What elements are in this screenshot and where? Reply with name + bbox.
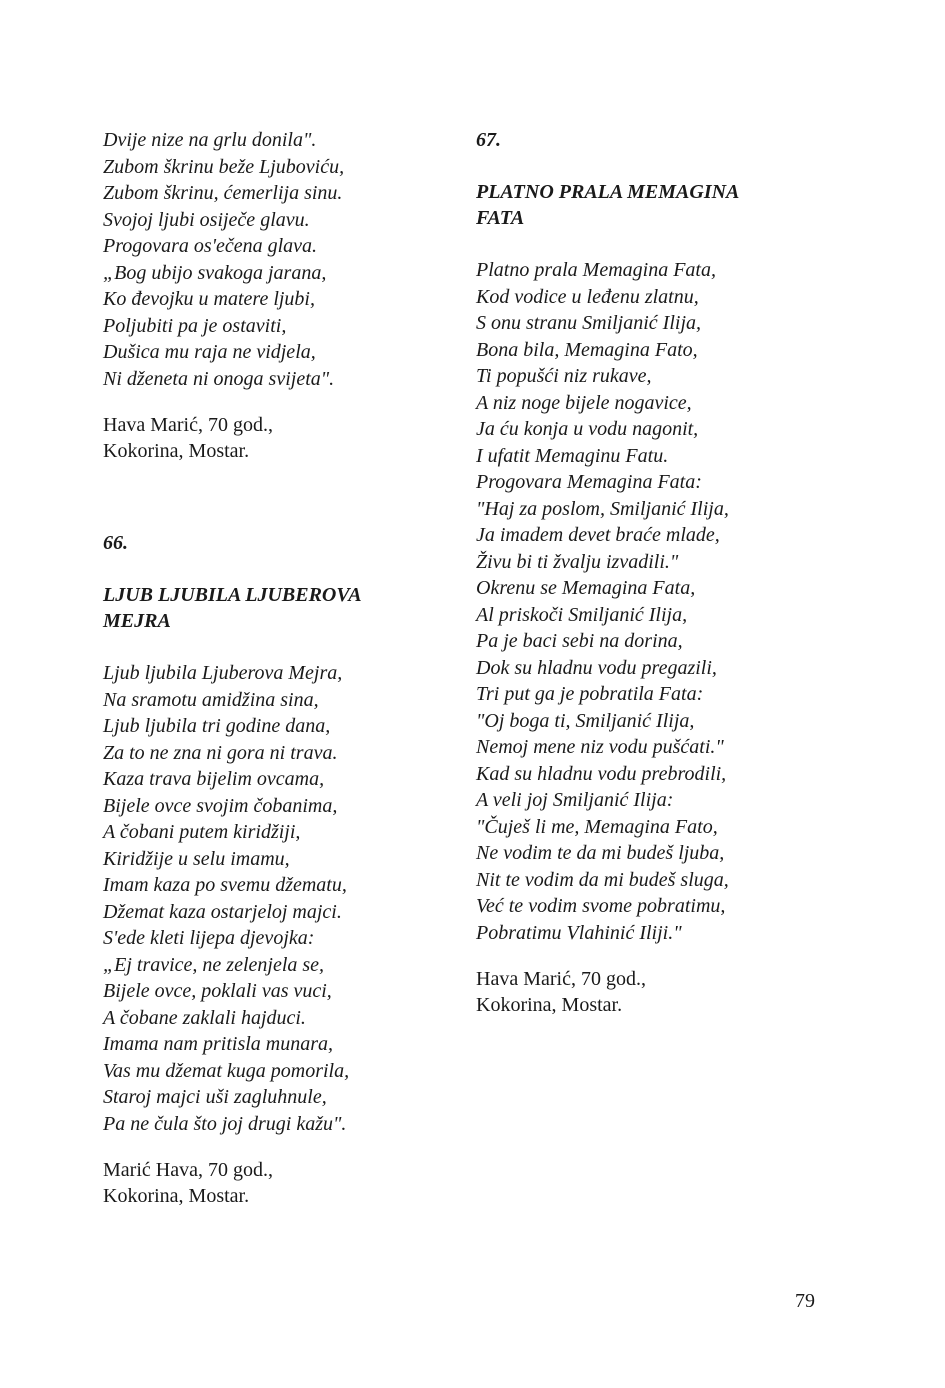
verse-line: Tri put ga je pobratila Fata:: [476, 683, 704, 705]
verse-line: „Bog ubijo svakoga jarana,: [103, 261, 327, 284]
verse-line: Kaza trava bijelim ovcama,: [103, 768, 325, 790]
verse-line: Dušica mu raja ne vidjela,: [103, 341, 316, 363]
song-66-title: [103, 582, 473, 634]
verse-line: Džemat kaza ostarjeloj majci.: [103, 900, 342, 923]
attribution-singer: Hava Marić, 70 god.,: [103, 414, 273, 436]
verse-line: Platno prala Memagina Fata,: [476, 259, 716, 281]
attribution-place: Kokorina, Mostar.: [103, 440, 250, 462]
verse-line: S onu stranu Smiljanić Ilija,: [476, 312, 701, 334]
song-66-number: 66.: [103, 532, 128, 554]
verse-line: Ne vodim te da mi budeš ljuba,: [476, 842, 725, 864]
verse-line: Ljub ljubila Ljuberova Mejra,: [103, 662, 343, 684]
verse-line: Vas mu džemat kuga pomorila,: [103, 1059, 350, 1082]
song-66-verses: [103, 660, 473, 1137]
verse-line: Ni dženeta ni onoga svijeta".: [103, 367, 335, 390]
verse-line: Ko đevojku u matere ljubi,: [103, 288, 315, 310]
verse-line: Pa ne čula što joj drugi kažu".: [103, 1112, 347, 1135]
verse-line: Bijele ovce svojim čobanima,: [103, 794, 338, 817]
verse-line: A čobane zaklali hajduci.: [103, 1006, 306, 1029]
song-67-attribution: [476, 966, 846, 1018]
verse-line: Svojoj ljubi osiječe glavu.: [103, 208, 310, 231]
verse-line: Nemoj mene niz vodu pušćati.": [476, 736, 724, 758]
verse-line: Pa je baci sebi na dorina,: [476, 630, 683, 652]
verse-line: Staroj majci uši zagluhnule,: [103, 1086, 327, 1108]
song-66-title-line: LJUB LJUBILA LJUBEROVA: [103, 584, 362, 606]
verse-line: Okrenu se Memagina Fata,: [476, 577, 696, 599]
song-66-title-line: MEJRA: [103, 610, 171, 632]
attribution-singer: Marić Hava, 70 god.,: [103, 1159, 273, 1181]
song-67-title: [476, 179, 846, 231]
verse-line: Ljub ljubila tri godine dana,: [103, 715, 331, 737]
verse-line: Progovara Memagina Fata:: [476, 471, 702, 493]
verse-line: S'ede kleti lijepa djevojka:: [103, 927, 315, 949]
left-column: [103, 127, 473, 1209]
verse-line: Progovara os'ečena glava.: [103, 235, 318, 257]
page-number: 79: [795, 1290, 815, 1312]
song-67-verses: [476, 257, 846, 946]
verse-line: A čobani putem kiridžiji,: [103, 821, 301, 843]
verse-line: Zubom škrinu, ćemerlija sinu.: [103, 182, 343, 204]
verse-line: Poljubiti pa je ostaviti,: [103, 314, 287, 337]
verse-line: Kiridžije u selu imamu,: [103, 847, 290, 870]
verse-line: "Haj za poslom, Smiljanić Ilija,: [476, 497, 729, 520]
verse-line: Ja ću konja u vodu nagonit,: [476, 418, 699, 440]
song-66-attribution: [103, 1157, 473, 1209]
verse-line: Ja imadem devet braće mlade,: [476, 524, 720, 546]
verse-line: Al priskoči Smiljanić Ilija,: [476, 603, 688, 626]
verse-line: Pobratimu Vlahinić Iliji.": [476, 921, 682, 944]
song-67-number: 67.: [476, 129, 501, 151]
song-65-continuation: [103, 127, 473, 392]
verse-line: Kod vodice u leđenu zlatnu,: [476, 285, 699, 308]
verse-line: "Čuješ li me, Memagina Fato,: [476, 815, 718, 838]
verse-line: A niz noge bijele nogavice,: [476, 391, 692, 414]
verse-line: Živu bi ti žvalju izvadili.": [476, 550, 679, 573]
song-65-attribution: [103, 412, 473, 464]
verse-line: Bijele ovce, poklali vas vuci,: [103, 980, 332, 1002]
verse-line: Ti popušći niz rukave,: [476, 365, 652, 387]
right-column: [476, 127, 846, 1018]
song-67-title-line: FATA: [476, 207, 525, 229]
verse-line: Zubom škrinu beže Ljuboviću,: [103, 155, 345, 178]
verse-line: A veli joj Smiljanić Ilija:: [476, 789, 674, 811]
verse-line: „Ej travice, ne zelenjela se,: [103, 953, 325, 976]
verse-line: Nit te vodim da mi budeš sluga,: [476, 868, 729, 891]
song-67-title-line: PLATNO PRALA MEMAGINA: [476, 181, 740, 203]
attribution-place: Kokorina, Mostar.: [103, 1185, 250, 1207]
attribution-singer: Hava Marić, 70 god.,: [476, 968, 646, 990]
verse-line: Na sramotu amidžina sina,: [103, 688, 319, 711]
verse-line: Već te vodim svome pobratimu,: [476, 895, 726, 917]
verse-line: Imam kaza po svemu džematu,: [103, 874, 347, 896]
verse-line: Dvije nize na grlu donila".: [103, 129, 317, 151]
verse-line: "Oj boga ti, Smiljanić Ilija,: [476, 709, 695, 732]
verse-line: Za to ne zna ni gora ni trava.: [103, 741, 338, 764]
verse-line: Kad su hladnu vodu prebrodili,: [476, 762, 727, 785]
attribution-place: Kokorina, Mostar.: [476, 994, 623, 1016]
verse-line: I ufatit Memaginu Fatu.: [476, 444, 669, 467]
verse-line: Dok su hladnu vodu pregazili,: [476, 656, 717, 679]
verse-line: Imama nam pritisla munara,: [103, 1033, 334, 1055]
verse-line: Bona bila, Memagina Fato,: [476, 338, 698, 361]
